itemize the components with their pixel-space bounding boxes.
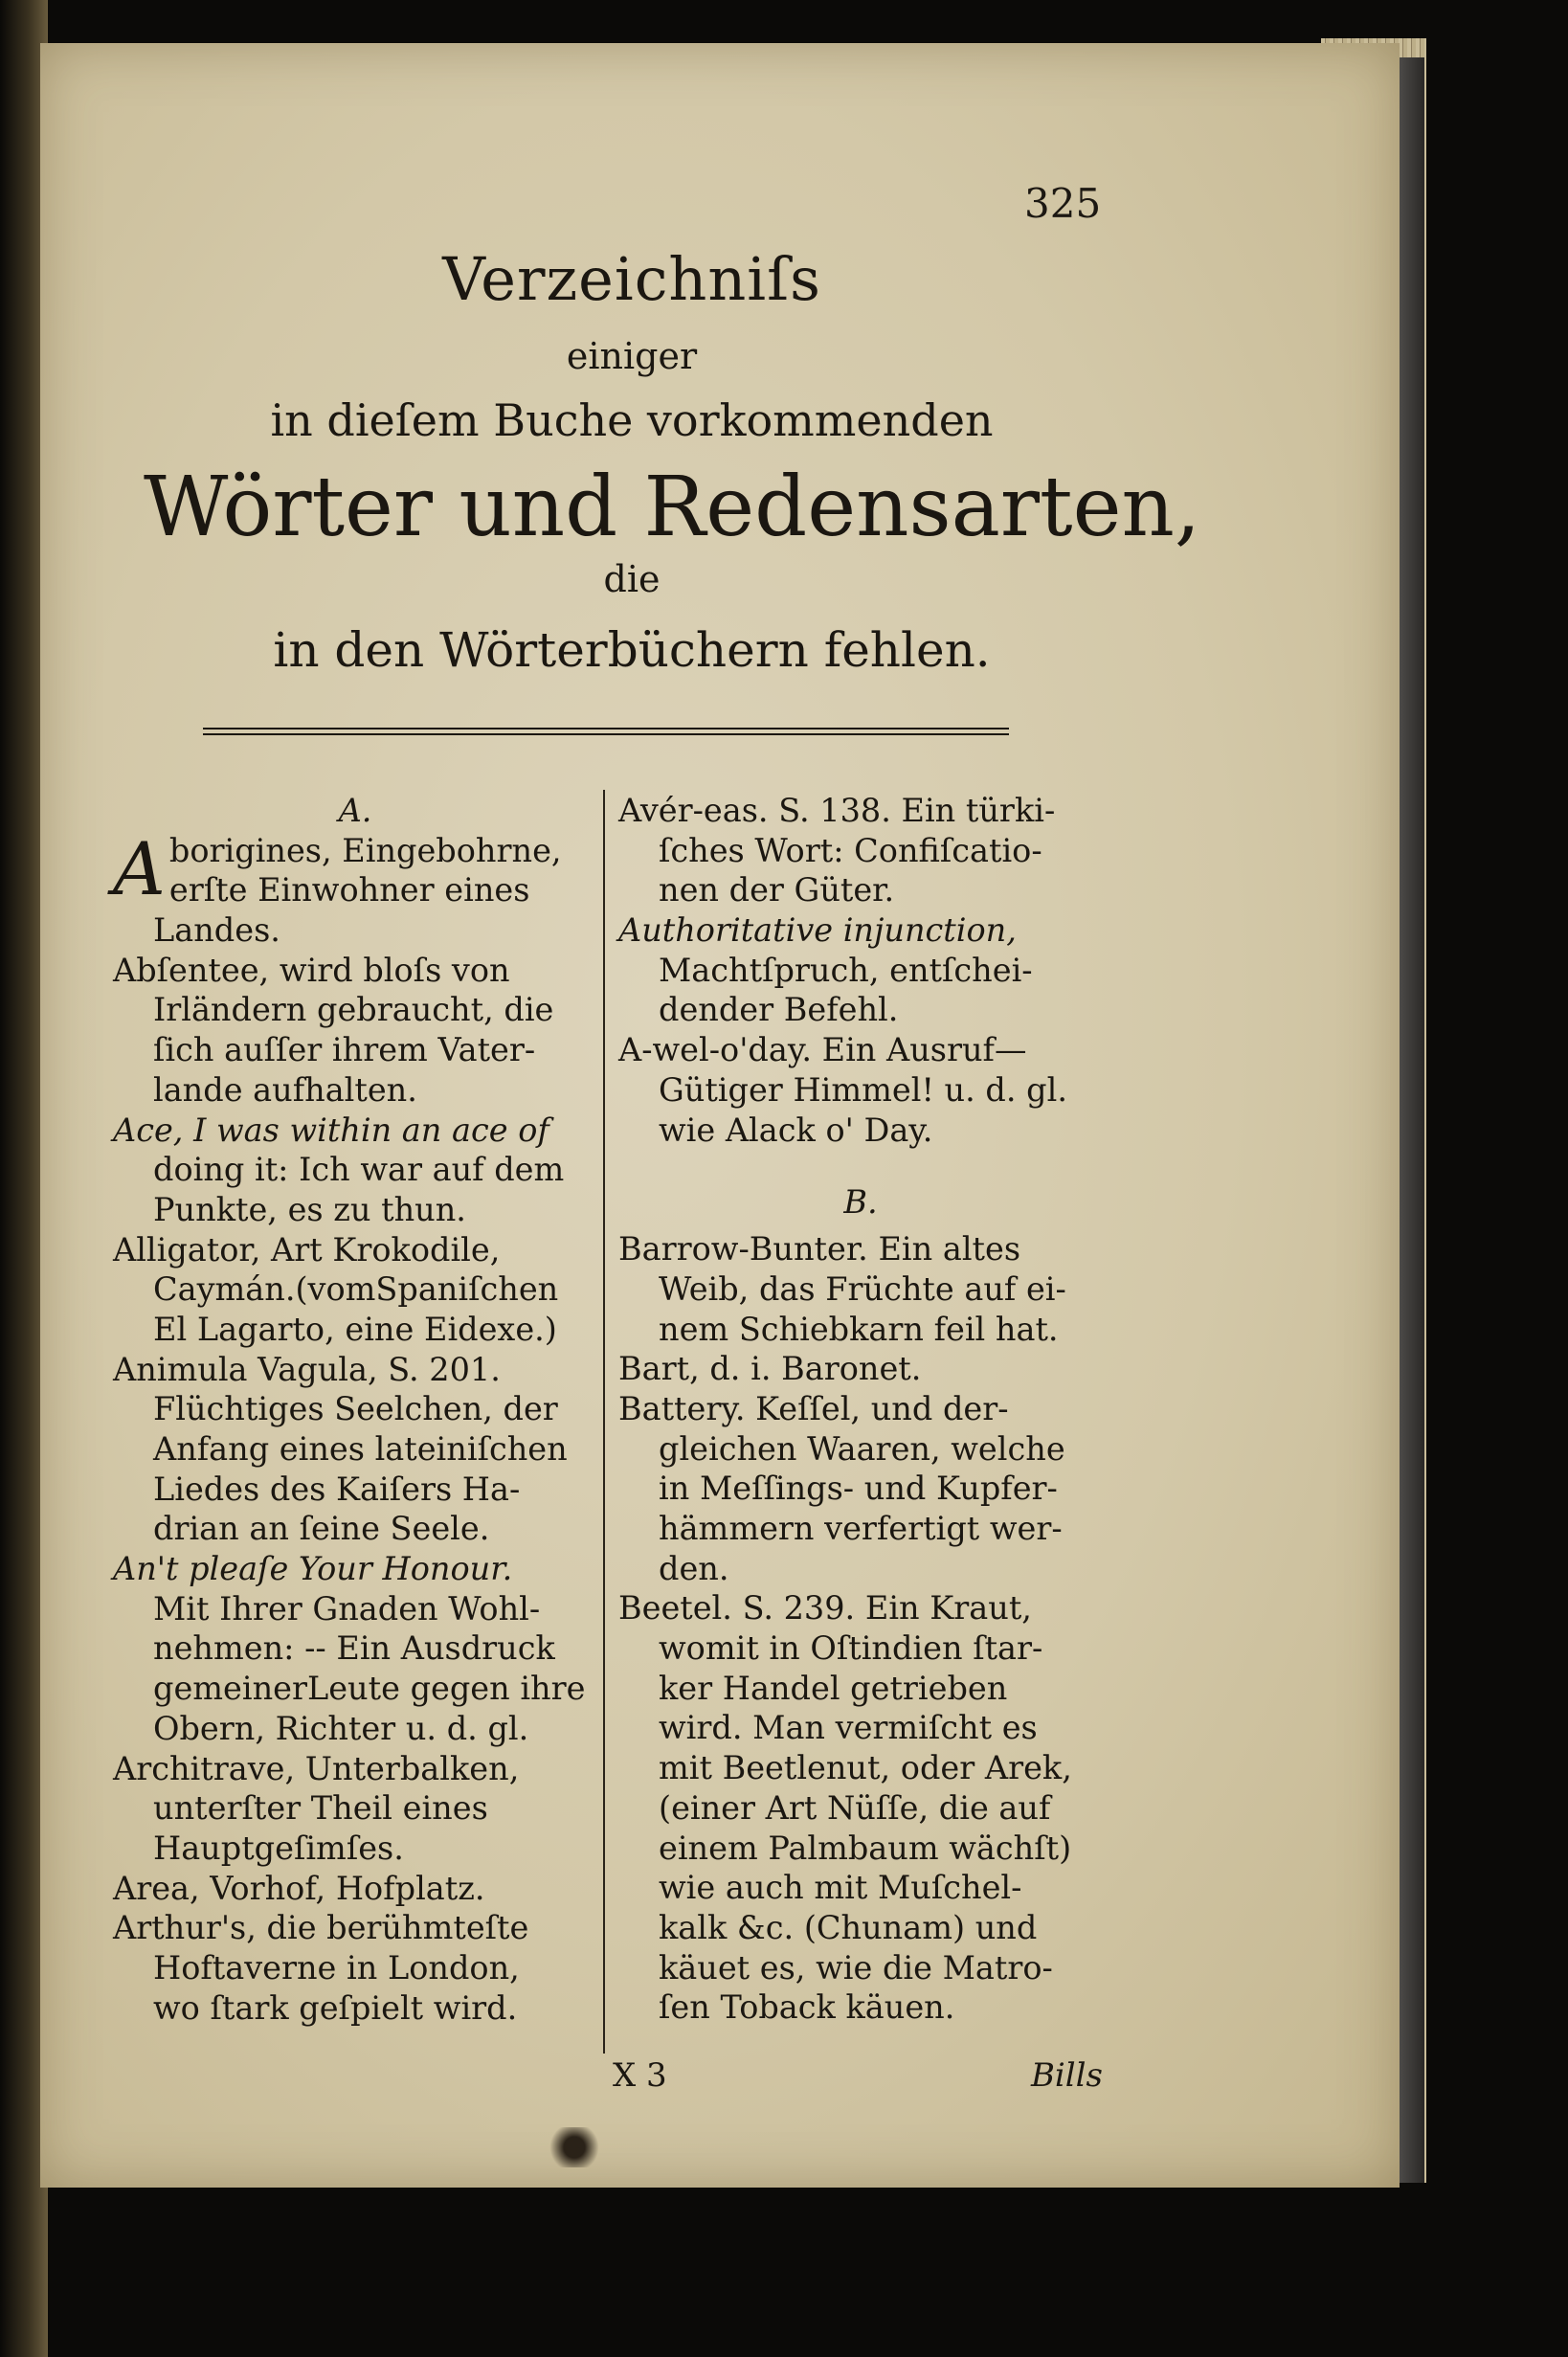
entry-line: Authoritative injunction, (618, 911, 1017, 950)
entry-aver-eas (618, 791, 1103, 910)
entry-line: El Lagarto, eine Eidexe.) (153, 1310, 557, 1348)
section-heading-b: B. (843, 1183, 878, 1222)
entry-line: hämmern verfertigt wer- (659, 1510, 1063, 1547)
entry-line: Arthur's, die berühmteſte (113, 1909, 529, 1947)
entry-line: Liedes des Kaiſers Ha- (153, 1470, 521, 1508)
entry-line: Weib, das Früchte auf ei- (659, 1269, 1066, 1308)
entry-arthurs (113, 1908, 597, 2028)
entry-line: (einer Art Nüſſe, die auf (659, 1788, 1051, 1827)
entry-line: ſches Wort: Confiſcatio- (659, 831, 1042, 869)
title-rule (203, 728, 1009, 735)
entry-line: A-wel-o'day. Ein Ausruf— (618, 1031, 1027, 1069)
entry-line: nen der Güter. (659, 871, 895, 909)
entry-battery (618, 1389, 1103, 1588)
entry-ace (113, 1111, 597, 1230)
entry-line: Hauptgeſimſes. (153, 1829, 404, 1867)
right-column (618, 791, 1103, 2028)
entry-line: Obern, Richter u. d. gl. (153, 1709, 529, 1747)
entry-line: erſte Einwohner eines (168, 871, 530, 909)
ink-stain (546, 2127, 603, 2167)
entry-authoritative-injunction (618, 910, 1103, 1030)
entry-line: Landes. (153, 911, 280, 950)
catchword: Bills (1030, 2056, 1103, 2095)
entry-line: kalk &c. (Chunam) und (659, 1908, 1038, 1946)
entry-absentee (113, 951, 597, 1111)
entry-line: Avér-eas. S. 138. Ein türki- (618, 792, 1056, 829)
entry-barrow-bunter (618, 1229, 1103, 1349)
entry-line: gleichen Waaren, welche (659, 1429, 1065, 1468)
title-line-1: Verzeichniſs (442, 244, 821, 314)
signature-mark: X 3 (613, 2056, 667, 2095)
title-line-5: die (603, 558, 661, 600)
drop-cap: A (113, 825, 166, 911)
entry-line: Gütiger Himmel! u. d. gl. (659, 1070, 1067, 1109)
entry-line: Mit Ihrer Gnaden Wohl- (153, 1589, 541, 1627)
entry-line: wie auch mit Muſchel- (659, 1869, 1022, 1907)
entry-line: Caymán.(vomSpaniſchen (153, 1270, 559, 1309)
entry-line: käuet es, wie die Matro- (659, 1948, 1053, 1987)
entry-a-wel-o-day (618, 1030, 1103, 1150)
entry-line: den. (659, 1549, 729, 1587)
entry-line: wo ſtark geſpielt wird. (153, 1988, 518, 2027)
entry-line: Barrow-Bunter. Ein altes (618, 1230, 1021, 1268)
entry-line: nehmen: -- Ein Ausdruck (153, 1629, 555, 1668)
entry-line: Irländern gebraucht, die (153, 991, 554, 1029)
entry-alligator (113, 1230, 597, 1350)
entry-ant-please (113, 1549, 597, 1748)
entry-line: mit Beetlenut, oder Arek, (659, 1749, 1072, 1787)
entry-line: doing it: Ich war auf dem (153, 1151, 565, 1189)
entry-line: nem Schiebkarn feil hat. (659, 1310, 1059, 1348)
entry-line: borigines, Eingebohrne, (168, 831, 562, 869)
entry-line: Bart, d. i. Baronet. (618, 1350, 922, 1388)
column-divider (603, 790, 605, 2054)
entry-line: Alligator, Art Krokodile, (113, 1230, 501, 1268)
title-line-6: in den Wörterbüchern fehlen. (273, 622, 991, 678)
entry-line: unterſter Theil eines (153, 1789, 488, 1828)
entry-line: An't pleaſe Your Honour. (113, 1550, 513, 1588)
entry-line: drian an ſeine Seele. (153, 1510, 490, 1548)
title-line-2: einiger (566, 335, 698, 377)
entry-line: Area, Vorhof, Hofplatz. (113, 1869, 485, 1907)
entry-line: Battery. Keſſel, und der- (618, 1389, 1009, 1427)
title-line-4: Wörter und Redensarten, (144, 460, 1201, 555)
left-column (113, 791, 597, 2028)
title-line-3: in dieſem Buche vorkommenden (270, 394, 994, 446)
entry-line: wie Alack o' Day. (659, 1111, 933, 1149)
entry-line: dender Befehl. (659, 991, 899, 1029)
entry-animula-vagula (113, 1350, 597, 1549)
entry-line: Flüchtiges Seelchen, der (153, 1390, 558, 1428)
entry-line: gemeinerLeute gegen ihre (153, 1670, 586, 1708)
section-heading-a: A. (338, 792, 372, 829)
entry-line: Architrave, Unterbalken, (113, 1749, 520, 1787)
entry-line: ſen Toback käuen. (659, 1988, 955, 2027)
entry-line: womit in Oſtindien ſtar- (659, 1629, 1043, 1668)
entry-line: Anfang eines lateiniſchen (153, 1430, 568, 1468)
entry-line: Machtſpruch, entſchei- (659, 951, 1033, 989)
entry-line: einem Palmbaum wächſt) (659, 1829, 1072, 1867)
entry-line: wird. Man vermiſcht es (659, 1709, 1038, 1747)
entry-line: ſich auſſer ihrem Vater- (153, 1031, 536, 1069)
page-number: 325 (1024, 180, 1102, 227)
entry-beetel (618, 1588, 1103, 2028)
entry-line: Ace, I was within an ace of (113, 1111, 549, 1149)
entry-aborigines (113, 825, 597, 951)
entry-line: Punkte, es zu thun. (153, 1190, 466, 1228)
book-binding (1400, 57, 1424, 2183)
entry-area (113, 1869, 597, 1909)
entry-architrave (113, 1749, 597, 1869)
entry-line: Beetel. S. 239. Ein Kraut, (618, 1589, 1032, 1627)
entry-bart (618, 1349, 1103, 1389)
entry-line: Animula Vagula, S. 201. (113, 1350, 501, 1388)
entry-line: ker Handel getrieben (659, 1669, 1008, 1707)
entry-line: in Meſſings- und Kupfer- (659, 1470, 1058, 1508)
entry-line: Abſentee, wird bloſs von (113, 951, 510, 989)
entry-line: lande aufhalten. (153, 1070, 417, 1109)
entry-line: Hoftaverne in London, (153, 1948, 520, 1987)
